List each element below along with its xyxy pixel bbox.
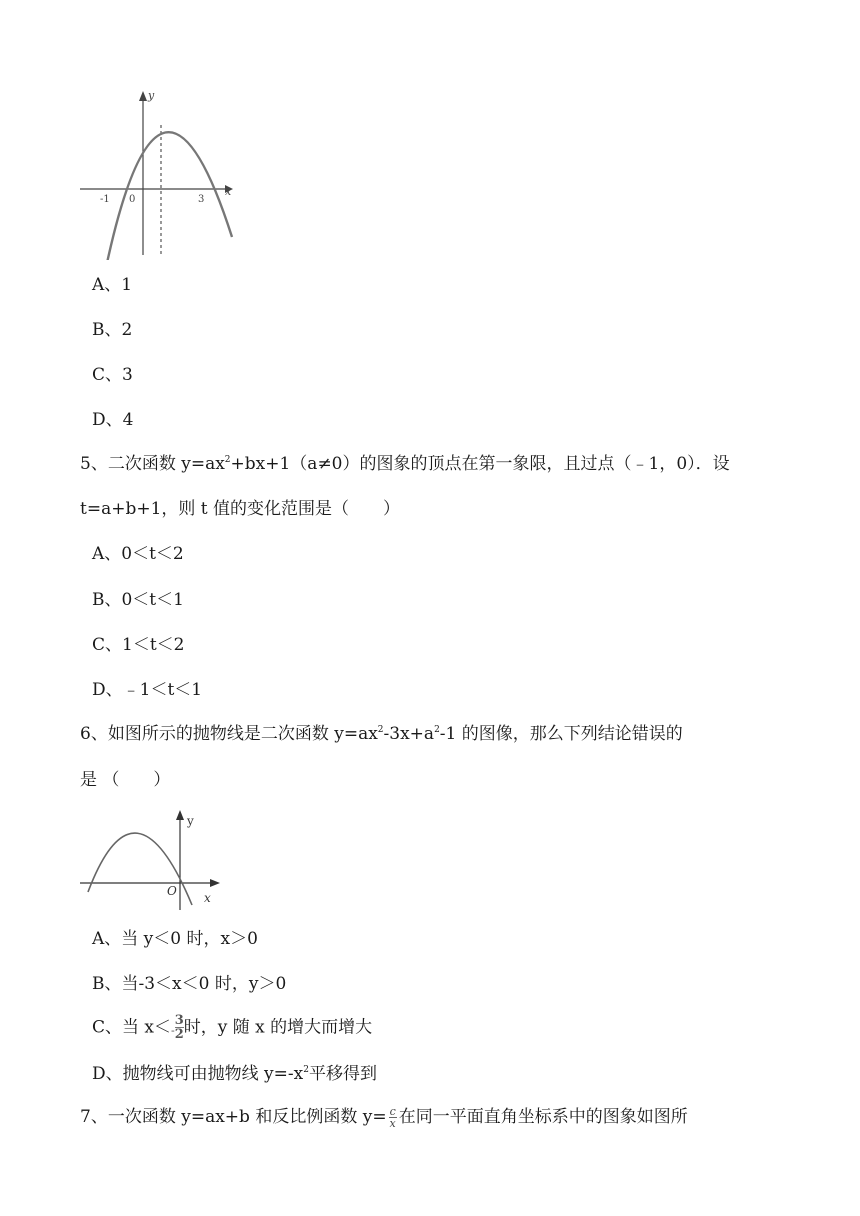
q5-sup: 2 [224, 455, 231, 465]
q4-option-a: A、1 [92, 275, 133, 295]
q6-option-c [92, 1014, 372, 1042]
fig1-tick-0: 0 [129, 194, 136, 205]
q6-text-a: 6、如图所示的抛物线是二次函数 y=ax [80, 724, 378, 744]
q6-opt-c-pre: C、当 x＜ [92, 1017, 171, 1038]
q6-opt-c-post: 时，y 随 x 的增大而增大 [183, 1017, 373, 1038]
q5-text-b: +bx+1（a≠0）的图象的顶点在第一象限，且过点（﹣1，0）．设 [230, 454, 730, 474]
q6-stem-line2: 是 （ ） [80, 770, 171, 790]
q6-text-b: -3x+a [383, 724, 435, 744]
q5-stem-line2: t=a+b+1，则 t 值的变化范围是（ ） [80, 499, 401, 519]
fig2-y-label: y [187, 814, 194, 828]
figure-parabola-1 [75, 85, 240, 260]
q6-opt-d-pre: D、抛物线可由抛物线 y=-x [92, 1064, 304, 1084]
q4-option-b: B、2 [92, 320, 133, 340]
q6-opt-d-post: 平移得到 [308, 1064, 377, 1084]
q4-option-c: C、3 [92, 365, 133, 385]
figure-parabola-2 [80, 808, 230, 913]
fig1-x-label: x [225, 185, 232, 198]
q6-option-d [92, 1066, 377, 1083]
frac-numerator: c [389, 1105, 396, 1118]
fig1-y-label: y [148, 89, 155, 102]
y-axis-arrow-icon [176, 810, 184, 820]
q7-text-pre: 7、一次函数 y=ax+b 和反比例函数 y= [80, 1107, 387, 1127]
parabola-curve [107, 132, 232, 260]
c-over-x-fraction [389, 1106, 397, 1129]
fig1-tick-neg1: -1 [100, 194, 110, 205]
q6-text-c: -1 的图像，那么下列结论错误的 [439, 724, 683, 744]
frac-sign: - [171, 1024, 175, 1037]
q6-sup2: 2 [434, 725, 440, 735]
q5-option-a: A、0＜t＜2 [92, 544, 184, 564]
neg-three-halves-fraction [171, 1014, 184, 1042]
q6-sup1: 2 [377, 725, 384, 735]
y-axis-arrow-icon [139, 91, 147, 101]
q5-option-b: B、0＜t＜1 [92, 590, 184, 610]
q5-option-d: D、﹣1＜t＜1 [92, 680, 203, 700]
q6-option-a: A、当 y＜0 时，x＞0 [92, 929, 258, 949]
q4-option-d: D、4 [92, 410, 134, 430]
q5-stem-line1 [80, 456, 730, 473]
frac-denominator: x [389, 1117, 396, 1130]
q7-stem-line1 [80, 1106, 688, 1129]
q5-option-c: C、1＜t＜2 [92, 635, 185, 655]
q6-opt-d-sup: 2 [303, 1065, 309, 1075]
q6-option-b: B、当-3＜x＜0 时，y＞0 [92, 974, 287, 994]
fig1-tick-3: 3 [198, 194, 205, 205]
q6-stem-line1 [80, 726, 683, 743]
fig2-origin-label: O [167, 884, 177, 898]
q5-text-a: 5、二次函数 y=ax [80, 454, 225, 474]
frac-denominator: 2 [174, 1027, 184, 1042]
q7-text-post: 在同一平面直角坐标系中的图象如图所 [398, 1107, 688, 1127]
fig2-x-label: x [204, 891, 211, 905]
x-axis-arrow-icon [210, 879, 220, 887]
frac-numerator: 3 [174, 1013, 184, 1028]
